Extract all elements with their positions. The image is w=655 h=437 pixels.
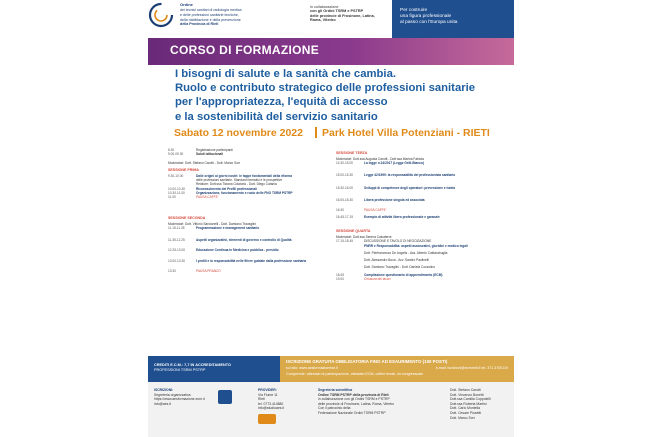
registration-banner <box>280 356 514 382</box>
program-row: PNRR e Responsabilità: aspetti assicurativi, giuridici e medico legali <box>364 243 468 248</box>
program-row: 18.45 Compilazione questionario di apprendimento (ECM) <box>336 272 443 277</box>
registration-site: sul sito: www.aesformazionesrl.it <box>286 366 338 370</box>
footer-committee: Dott. Stefano Carotti Dott. Vincenzo Bonetti Dott.ssa Camilla Coppotelli Dott.ssa Roberta Martini Dott. Carlo Montella Dott. Cesare Picaetti Dott. Marco Sorr <box>450 388 491 420</box>
program-row: 16.00-16.30 Libera professione singola ed associata <box>336 198 425 203</box>
program-row: Relatore: Dott.ssa Tiziana Colatorio - Dott. Diego Catania <box>196 182 277 187</box>
program-row: 19.00 Chiusura dei lavori <box>336 277 391 282</box>
program-row: 12.25-13.00 Educazione Continua in Medicina e pubblica - presidio <box>168 248 279 253</box>
event-venue: Park Hotel Villa Potenziani - RIETI <box>322 127 490 139</box>
program-row: 10.00-10.30 Riconoscimento dei Profili professionali <box>168 186 257 191</box>
partner-text: in collaborazione con gli Ordini TSRM e PSTRP delle provincie di Frosinone, Latina, Roma, Viterbo <box>310 5 375 23</box>
registration-includes: Comprende: attestato di partecipazione, attestato ECM, coffee break, kit congressuale <box>286 372 424 376</box>
ordine-logo-icon <box>148 2 174 28</box>
org-name: Ordine dei tecnici sanitari di radiologia medica e delle professioni sanitarie tecniche, della riabilitazione e della prevenzione della Provincia di Rieti <box>180 2 242 27</box>
program-row: 10.30-11.00 Organizzazione, funzionamento e ruolo delle FNO TSRM PSTRP <box>168 191 293 196</box>
program-row: 14.30-15.00 La legge n.24/2017 (Legge Gelli-Bianco) <box>336 161 425 166</box>
footer-scientific: Segreteria scientifica Ordine TSRM PSTRP della provincia di Rieti in collaborazione con gli Ordini TSRM e PSTRP delle provincie di Frosinone, Latina, Roma, Viterbo Con il patrocinio della Federazione Nazionale Ordini TSRM PSTRP <box>318 388 394 415</box>
moderators: Moderatori: Dott.ssa Serena Calcaterra <box>336 234 392 239</box>
program-row: 13.00-13.30 I profili e la responsabilità nelle filiere guidate dalla professione sanitaria <box>168 258 307 263</box>
program-left <box>168 148 328 273</box>
event-date: Sabato 12 novembre 2022 <box>174 127 303 139</box>
program-row: 11.00 PAUSA CAFFE' <box>168 195 219 200</box>
tagline-line: una figura professionale <box>400 13 452 19</box>
footer-registration: ISCRIZIONI: Segreteria organizzativa https://www.aesformazione-ecm.it info@aes.it <box>154 388 205 406</box>
provider-logo-icon <box>258 414 276 424</box>
registration-title: ISCRIZIONE GRATUITA OBBLIGATORIA FINO AD ESAURIMENTO (100 POSTI) <box>286 359 448 364</box>
program-right <box>336 148 508 281</box>
program-row: 8.30 Registrazione partecipanti <box>168 148 233 152</box>
tagline-line: al passo con l'Europa unita <box>400 19 458 25</box>
footer-provider: PROVIDER: Via Fiume 11 Rieti tel. 0773.414880 info@studioaes.it <box>258 388 285 411</box>
program-row: 13.30 PAUSA PRANZO <box>168 269 221 274</box>
program-row: Dott. Damiano Travaglini - Dott. Daniela Cozzolino <box>364 265 436 270</box>
program-row: 9.30-10.00 Dalle origini ai giorni nostri: le tappe fondamentali della riforma <box>168 173 292 178</box>
moderators: Moderatori: Dott.ssa Augusta Carotti - Dott.ssa Marina Fabiola <box>336 156 424 161</box>
program-row: 17.15-18.45 DISCUSSIONE E TAVOLO DI NEGOZIAZIONE <box>336 239 432 244</box>
tagline-line: Per costruire <box>400 8 428 13</box>
program-row: delle professioni sanitarie. Standard formativi e le prospettive <box>196 178 283 183</box>
footer <box>148 382 514 437</box>
program-row: 11.35-12.25 Aspetti organizzativi, elementi di governo e controllo di Qualità <box>168 238 292 243</box>
registration-contact: e-mail: iscrizioni@tsrmrieti.it tel. 371.3700119 <box>435 366 508 370</box>
program-row: 16.30 PAUSA CAFFE' <box>336 208 387 213</box>
program-row: 15.00-15.30 Legge 42/1999: la responsabilità del professionista sanitario <box>336 173 456 178</box>
program-row: 16.45-17.15 Esempio di attività libero professionale e garanzie <box>336 214 440 219</box>
program-row: 9.00-09.30 Saluti istituzionali <box>168 152 224 157</box>
program-row: 11.15-11.35 Programmazione e management sanitario <box>168 225 260 230</box>
moderators: Moderatori: Dott. Stefano Carotti - Dott. Marco Sorr <box>168 160 241 165</box>
program-row: Dott. Pierfrancesco De Angelis - Ass. Alberto Caldarabuglia <box>364 250 448 255</box>
ecm-banner: CREDITI E.C.M.: 7,7 IN ACCREDITAMENTO PROFESSIONI TSRM PSTRP <box>148 356 280 382</box>
venue-divider <box>315 127 317 138</box>
aes-logo-icon <box>218 390 232 404</box>
headline: I bisogni di salute e la sanità che cambia. Ruolo e contributo strategico delle professioni sanitarie per l'appropriatezza, l'equità di accesso e la sostenibilità del servizio sanitario <box>175 68 476 123</box>
section-title: SESSIONE TERZA <box>336 151 368 155</box>
course-title: CORSO DI FORMAZIONE <box>170 43 320 57</box>
section-title: SESSIONE QUARTA <box>336 229 371 234</box>
moderators: Moderatori: Dott. Vittorio Sandonelli - Dott. Damiano Travaglini <box>168 221 256 226</box>
program-row: Dott. Alessandro Bova - Avv. Sandro Paolinelli <box>364 258 429 263</box>
section-title: SESSIONE PRIMA <box>168 167 199 172</box>
tagline-box <box>392 0 514 40</box>
program-row: 15.30-16.00 Sviluppi di competenze degli operatori: prevenzione e tutela <box>336 185 456 190</box>
section-title: SESSIONE SECONDA <box>168 215 206 220</box>
